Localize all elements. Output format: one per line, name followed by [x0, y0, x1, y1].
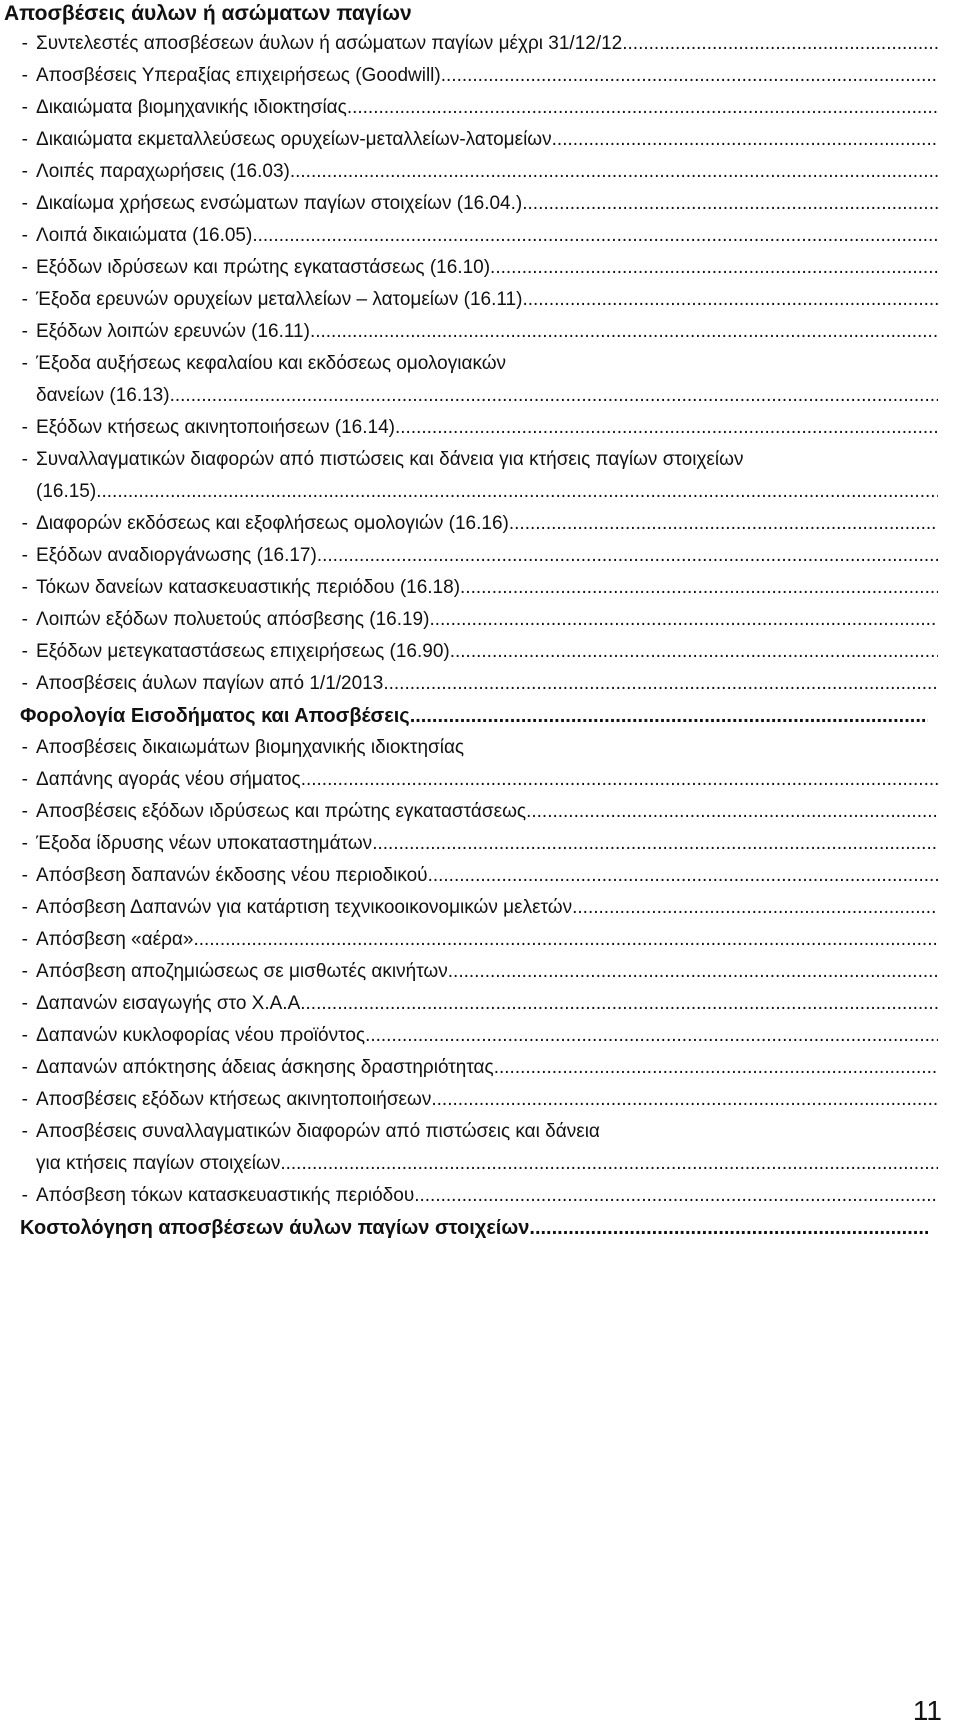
toc-entry-text: Απόσβεση αποζημιώσεως σε μισθωτές ακινήτων: [36, 961, 448, 982]
toc-entry-text: Φορολογία Εισοδήματος και Αποσβέσεις: [20, 704, 410, 727]
dot-leader: [193, 929, 938, 951]
toc-entry: [0, 60, 960, 92]
toc-entry-text: Έξοδα ίδρυσης νέων υποκαταστημάτων: [36, 833, 373, 854]
dot-leader: [252, 225, 938, 247]
toc-entry-body: [36, 257, 938, 279]
bullet-dash: -: [21, 993, 28, 1014]
bullet-dash: -: [21, 129, 28, 150]
toc-entry-text: Απόσβεση δαπανών έκδοσης νέου περιοδικού: [36, 865, 428, 886]
toc-entry-body: [36, 737, 938, 759]
toc-entry-body: [36, 481, 938, 503]
dot-leader: [431, 1089, 938, 1111]
toc-entry-text: Συναλλαγματικών διαφορών από πιστώσεις και δάνεια για κτήσεις παγίων στοιχείων: [36, 449, 744, 470]
toc-entry-text: Δαπανών κυκλοφορίας νέου προϊόντος: [36, 1025, 366, 1046]
bullet-dash: -: [21, 417, 28, 438]
toc-entry-text: Τόκων δανείων κατασκευαστικής περιόδου (16.18): [36, 577, 461, 598]
bullet-dash: -: [21, 833, 28, 854]
toc-entry-body: [36, 449, 938, 471]
dot-leader: [572, 897, 938, 919]
toc-entry-body: [36, 961, 938, 983]
toc-entry-body: [36, 609, 938, 631]
toc-entry-text: Εξόδων μετεγκαταστάσεως επιχειρήσεως (16.90): [36, 641, 450, 662]
dot-leader: [429, 609, 938, 631]
dot-leader: [490, 257, 938, 279]
bullet-dash: -: [21, 449, 28, 470]
bullet-dash: -: [21, 769, 28, 790]
toc-entry-text: Εξόδων αναδιοργάνωσης (16.17): [36, 545, 317, 566]
toc-entry: [0, 380, 960, 412]
toc-entry: [0, 1084, 960, 1116]
dot-leader: [170, 385, 938, 407]
toc-entry-text: Εξόδων κτήσεως ακινητοποιήσεων (16.14): [36, 417, 395, 438]
bullet-dash: -: [21, 65, 28, 86]
bullet-dash: -: [21, 1185, 28, 1206]
toc-entry-text: Δαπάνης αγοράς νέου σήματος: [36, 769, 301, 790]
toc-entry-body: [36, 769, 938, 791]
toc-entry-body: [36, 897, 938, 919]
toc-entry: [0, 348, 960, 380]
toc-entry: [0, 540, 960, 572]
toc-entry: [0, 412, 960, 444]
toc-entry-body: [36, 129, 938, 151]
toc-entry: [0, 732, 960, 764]
bullet-dash: -: [21, 1057, 28, 1078]
bullet-dash: -: [21, 673, 28, 694]
toc-entry-body: [36, 289, 938, 311]
toc-entry-body: [36, 353, 938, 375]
toc-entry-body: [36, 1153, 938, 1175]
dot-leader: [372, 833, 938, 855]
dot-leader: [96, 481, 938, 503]
dot-leader: [317, 545, 938, 567]
toc-entry-text: Έξοδα αυξήσεως κεφαλαίου και εκδόσεως ομολογιακών: [36, 353, 507, 374]
dot-leader: [300, 993, 938, 1015]
toc-entry-text: Δαπανών εισαγωγής στο Χ.Α.Α: [36, 993, 301, 1014]
toc-entry-body: [36, 673, 938, 695]
dot-leader: [494, 1057, 938, 1079]
dot-leader: [441, 65, 938, 87]
toc-entry: [0, 316, 960, 348]
dot-leader: [414, 1185, 938, 1207]
toc-entry: [0, 92, 960, 124]
bullet-dash: -: [21, 225, 28, 246]
toc-entry: [0, 924, 960, 956]
bullet-dash: -: [21, 97, 28, 118]
toc-entry-text: Έξοδα ερευνών ορυχείων μεταλλείων – λατομείων (16.11): [36, 289, 523, 310]
section-heading: Αποσβέσεις άυλων ή ασώματων παγίων: [4, 2, 412, 25]
bullet-dash: -: [21, 353, 28, 374]
dot-leader: [410, 705, 928, 728]
bullet-dash: -: [21, 33, 28, 54]
toc-entry-text: Αποσβέσεις Υπεραξίας επιχειρήσεως (Goodwill): [36, 65, 441, 86]
toc-entry-body: [36, 225, 938, 247]
toc-entry-text: Διαφορών εκδόσεως και εξοφλήσεως ομολογιών (16.16): [36, 513, 509, 534]
toc-entry: [0, 444, 960, 476]
toc-entry-body: [36, 513, 938, 535]
dot-leader: [460, 577, 938, 599]
toc-entry-text: Λοιπών εξόδων πολυετούς απόσβεσης (16.19): [36, 609, 430, 630]
page-number: 11: [912, 1695, 942, 1726]
toc-entry-body: [36, 1185, 938, 1207]
toc-entry: [0, 1116, 960, 1148]
toc-entry-text: Δικαιώματα εκμεταλλεύσεως ορυχείων-μεταλλείων-λατομείων: [36, 129, 552, 150]
bullet-dash: -: [21, 577, 28, 598]
bullet-dash: -: [21, 193, 28, 214]
dot-leader: [347, 97, 938, 119]
toc-section-heading: [0, 1212, 960, 1244]
toc-entry: [0, 828, 960, 860]
toc-entry-body: [36, 1089, 938, 1111]
toc-entry-text: Απόσβεση «αέρα»: [36, 929, 194, 950]
toc-entry-body: [36, 833, 938, 855]
toc-entry-text: Εξόδων λοιπών ερευνών (16.11): [36, 321, 310, 342]
dot-leader: [509, 513, 938, 535]
toc-entry-body: [36, 97, 938, 119]
bullet-dash: -: [21, 161, 28, 182]
toc-entry-body: [36, 577, 938, 599]
toc-entry: [0, 1052, 960, 1084]
bullet-dash: -: [21, 961, 28, 982]
toc-entry-text: Κοστολόγηση αποσβέσεων άυλων παγίων στοιχείων: [20, 1216, 530, 1239]
dot-leader: [529, 1217, 928, 1240]
toc-entry-body: [36, 993, 938, 1015]
bullet-dash: -: [21, 609, 28, 630]
toc-entry: [0, 1020, 960, 1052]
toc-entry-body: [36, 161, 938, 183]
toc-entry: [0, 508, 960, 540]
bullet-dash: -: [21, 641, 28, 662]
toc-entry-body: [36, 321, 938, 343]
dot-leader: [310, 321, 938, 343]
toc-entry-text: Απόσβεση τόκων κατασκευαστικής περιόδου: [36, 1185, 415, 1206]
dot-leader: [552, 129, 938, 151]
toc-entry: [0, 124, 960, 156]
toc-entry-text: Αποσβέσεις άυλων παγίων από 1/1/2013: [36, 673, 384, 694]
bullet-dash: -: [21, 865, 28, 886]
dot-leader: [450, 641, 938, 663]
toc-entry-text: Δαπανών απόκτησης άδειας άσκησης δραστηριότητας: [36, 1057, 494, 1078]
bullet-dash: -: [21, 929, 28, 950]
toc-entry-text: για κτήσεις παγίων στοιχείων: [36, 1153, 281, 1174]
bullet-dash: -: [21, 289, 28, 310]
dot-leader: [448, 961, 938, 983]
bullet-dash: -: [21, 1121, 28, 1142]
toc-entry: [0, 1148, 960, 1180]
bullet-dash: -: [21, 737, 28, 758]
dot-leader: [280, 1153, 938, 1175]
toc-entry-body: [36, 417, 938, 439]
toc-entry-body: [36, 33, 938, 55]
toc-entry-text: Λοιπές παραχωρήσεις (16.03): [36, 161, 290, 182]
toc-entry-body: [36, 65, 938, 87]
bullet-dash: -: [21, 545, 28, 566]
toc-entry-text: Συντελεστές αποσβέσεων άυλων ή ασώματων παγίων μέχρι 31/12/12: [36, 33, 623, 54]
toc-entry-body: [0, 705, 928, 728]
toc-entry: [0, 476, 960, 508]
toc-entry-body: [36, 1025, 938, 1047]
toc-entry-text: Δικαίωμα χρήσεως ενσώματων παγίων στοιχείων (16.04.): [36, 193, 523, 214]
toc-entry-text: Αποσβέσεις εξόδων κτήσεως ακινητοποιήσεων: [36, 1089, 432, 1110]
dot-leader: [428, 865, 938, 887]
toc-entry-body: [36, 193, 938, 215]
toc-entry: [0, 892, 960, 924]
toc-entry-text: Αποσβέσεις δικαιωμάτων βιομηχανικής ιδιοκτησίας: [36, 737, 465, 758]
toc-section-heading: [0, 700, 960, 732]
toc-entry: [0, 956, 960, 988]
bullet-dash: -: [21, 801, 28, 822]
dot-leader: [522, 193, 938, 215]
toc-list: [0, 28, 960, 1244]
toc-entry: [0, 284, 960, 316]
toc-entry: [0, 860, 960, 892]
dot-leader: [301, 769, 938, 791]
toc-entry: [0, 988, 960, 1020]
bullet-dash: -: [21, 1089, 28, 1110]
toc-entry-text: δανείων (16.13): [36, 385, 170, 406]
toc-entry: [0, 604, 960, 636]
toc-entry: [0, 764, 960, 796]
toc-entry: [0, 796, 960, 828]
toc-entry-body: [36, 385, 938, 407]
toc-entry: [0, 1180, 960, 1212]
toc-entry-text: (16.15): [36, 481, 97, 502]
toc-entry-text: Αποσβέσεις συναλλαγματικών διαφορών από πιστώσεις και δάνεια: [36, 1121, 600, 1142]
dot-leader: [622, 33, 938, 55]
toc-entry: [0, 252, 960, 284]
toc-entry: [0, 156, 960, 188]
toc-entry: [0, 668, 960, 700]
dot-leader: [395, 417, 938, 439]
dot-leader: [365, 1025, 938, 1047]
toc-entry-text: Αποσβέσεις εξόδων ιδρύσεως και πρώτης εγκαταστάσεως: [36, 801, 527, 822]
dot-leader: [290, 161, 938, 183]
bullet-dash: -: [21, 897, 28, 918]
toc-entry: [0, 636, 960, 668]
toc-entry-body: [36, 865, 938, 887]
toc-entry-body: [36, 545, 938, 567]
toc-entry-body: [36, 1057, 938, 1079]
toc-entry: [0, 188, 960, 220]
bullet-dash: -: [21, 513, 28, 534]
toc-entry: [0, 220, 960, 252]
dot-leader: [526, 801, 938, 823]
toc-entry-body: [36, 1121, 938, 1143]
toc-entry-body: [0, 1217, 928, 1240]
bullet-dash: -: [21, 1025, 28, 1046]
toc-entry: [0, 572, 960, 604]
toc-entry-body: [36, 641, 938, 663]
dot-leader: [383, 673, 938, 695]
toc-entry-body: [36, 801, 938, 823]
dot-leader: [522, 289, 938, 311]
bullet-dash: -: [21, 321, 28, 342]
toc-entry-text: Εξόδων ιδρύσεων και πρώτης εγκαταστάσεως (16.10): [36, 257, 491, 278]
toc-entry: [0, 28, 960, 60]
toc-entry-text: Δικαιώματα βιομηχανικής ιδιοκτησίας: [36, 97, 347, 118]
toc-entry-text: Λοιπά δικαιώματα (16.05): [36, 225, 253, 246]
bullet-dash: -: [21, 257, 28, 278]
toc-entry-text: Απόσβεση Δαπανών για κατάρτιση τεχνικοοικονομικών μελετών: [36, 897, 573, 918]
toc-entry-body: [36, 929, 938, 951]
